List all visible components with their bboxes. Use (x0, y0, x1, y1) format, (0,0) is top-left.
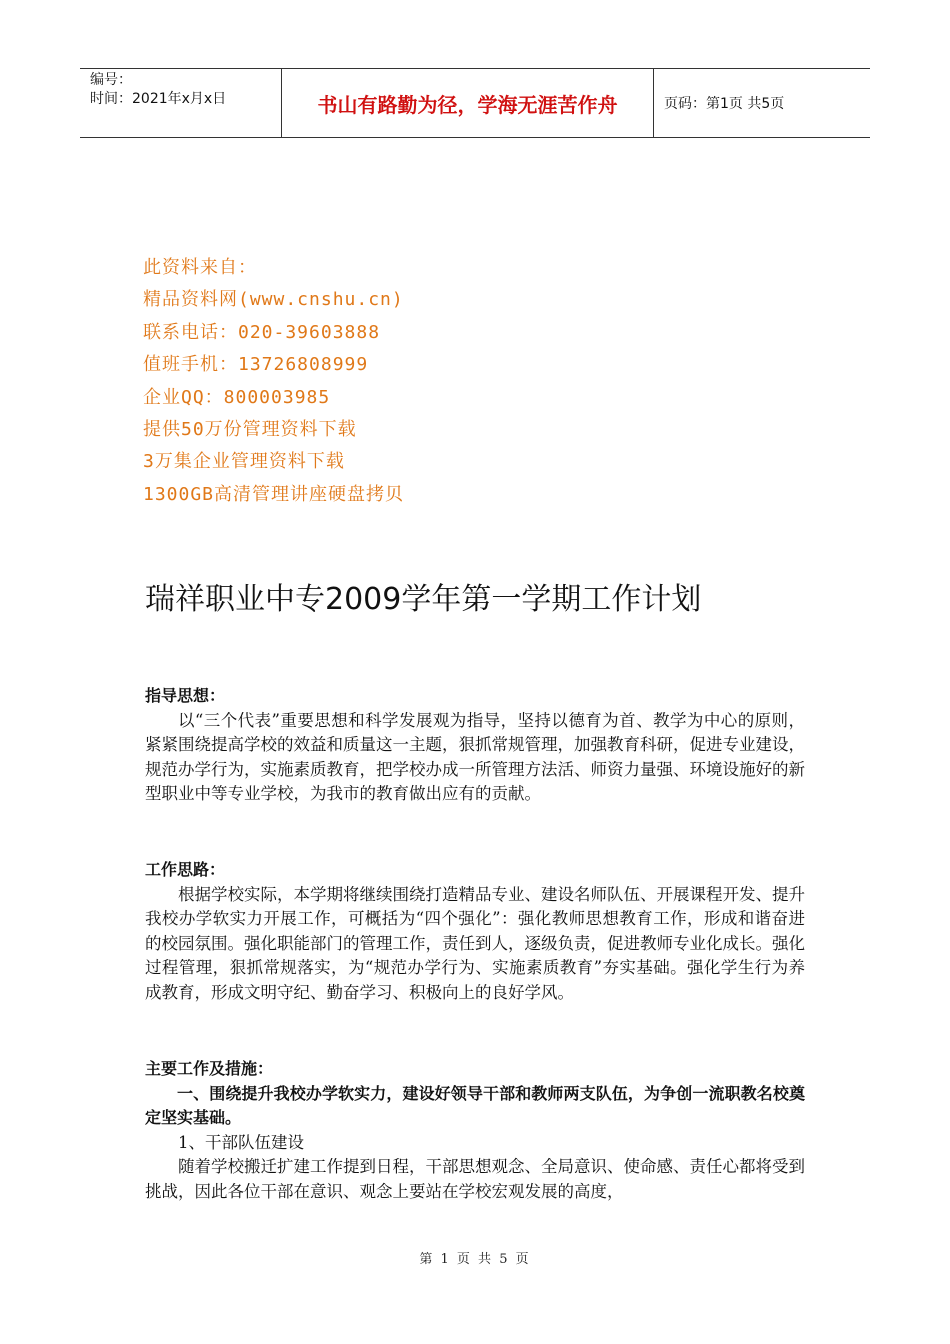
header-table (80, 68, 870, 138)
section-paragraph: 以“三个代表”重要思想和科学发展观为指导，坚持以德育为首、教学为中心的原则，紧紧围绕提高学校的效益和质量这一主题，狠抓常规管理，加强教育科研，促进专业建设，规范办学行为，实施素质教育，把学校办成一所管理方法活、师资力量强、环境设施好的新型职业中等专业学校，为我市的教育做出应有的贡献。 (145, 710, 805, 804)
source-line: 此资料来自： (143, 257, 257, 278)
source-line: 企业QQ：800003985 (143, 386, 331, 408)
source-line: 值班手机：13726808999 (143, 354, 369, 376)
source-line: 3万集企业管理资料下载 (143, 451, 345, 473)
section-measures (145, 1057, 805, 1205)
section-heading: 主要工作及措施： (145, 1059, 274, 1078)
source-line: 提供50万份管理资料下载 (143, 419, 357, 441)
page-footer: 第 1 页 共 5 页 (419, 1252, 531, 1267)
document-title: 瑞祥职业中专2009学年第一学期工作计划 (145, 582, 702, 617)
header-meta-cell (80, 69, 282, 137)
section-guiding (145, 684, 805, 807)
section-paragraph: 随着学校搬迁扩建工作提到日程，干部思想观念、全局意识、使命感、责任心都将受到挑战，因此各位干部在意识、观念上要站在学校宏观发展的高度， (145, 1157, 805, 1201)
source-info-block (143, 252, 404, 511)
section-heading: 指导思想： (145, 686, 226, 705)
document-number-label: 编号： (90, 72, 132, 88)
measure-subheading: 1、干部队伍建设 (178, 1132, 304, 1152)
header-page-info: 页码：第1页 共5页 (664, 96, 785, 112)
document-time-label: 时间：2021年x月x日 (90, 91, 227, 107)
section-paragraph: 根据学校实际，本学期将继续围绕打造精品专业、建设名师队伍、开展课程开发、提升我校办学软实力开展工作，可概括为“四个强化”：强化教师思想教育工作，形成和谐奋进的校园氛围。强化职能部门的管理工作，责任到人，逐级负责，促进教师专业化成长。强化过程管理，狠抓常规落实，为“规范办学行为、实施素质教育”夯实基础。强化学生行为养成教育，形成文明守纪、勤奋学习、积极向上的良好学风。 (145, 884, 805, 1002)
header-motto: 书山有路勤为径，学海无涯苦作舟 (282, 69, 654, 137)
source-line: 精品资料网(www.cnshu.cn) (143, 289, 404, 311)
source-line: 联系电话：020-39603888 (143, 321, 381, 343)
section-heading: 工作思路： (145, 860, 226, 879)
section-approach (145, 858, 805, 1006)
source-line: 1300GB高清管理讲座硬盘拷贝 (143, 483, 405, 505)
measure-item-1: 一、围绕提升我校办学软实力，建设好领导干部和教师两支队伍，为争创一流职教名校奠定坚实基础。 (145, 1083, 805, 1128)
